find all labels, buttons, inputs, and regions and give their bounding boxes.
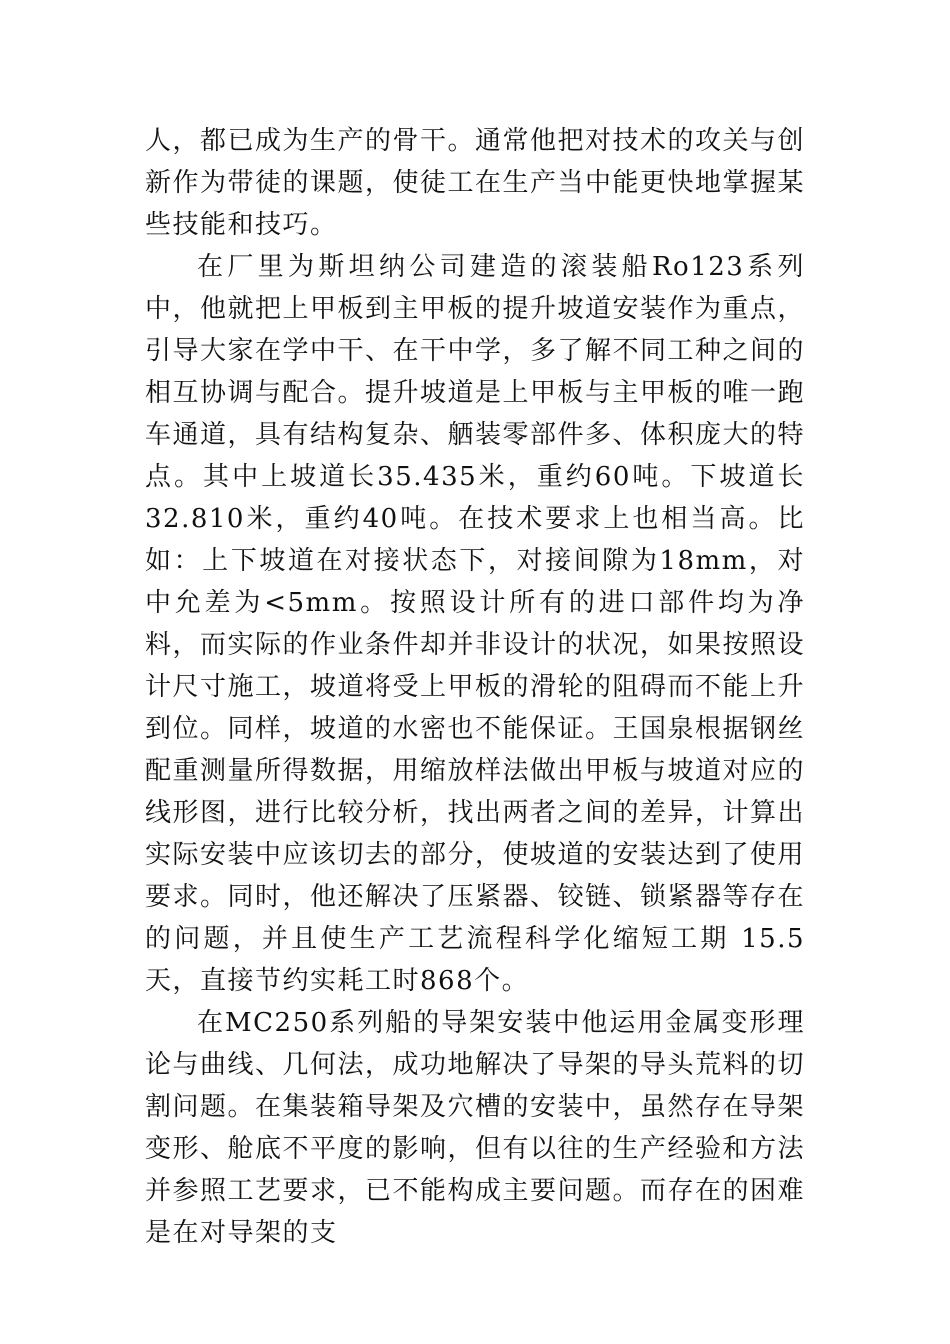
paragraph-3: 在MC250系列船的导架安装中他运用金属变形理论与曲线、几何法，成功地解决了导架的导头荒料的切割问题。在集装箱导架及穴槽的安装中，虽然存在导架变形、舱底不平度的影响，但有以往的生产经验和方法并参照工艺要求，已不能构成主要问题。而存在的困难是在对导架的支 (145, 1008, 806, 1248)
document-page (145, 120, 805, 1254)
paragraph-1: 人，都已成为生产的骨干。通常他把对技术的攻关与创新作为带徒的课题，使徒工在生产当中能更快地掌握某些技能和技巧。 (145, 126, 806, 240)
paragraph-2: 在厂里为斯坦纳公司建造的滚装船Ro123系列中，他就把上甲板到主甲板的提升坡道安装作为重点，引导大家在学中干、在干中学，多了解不同工种之间的相互协调与配合。提升坡道是上甲板与主甲板的唯一跑车通道，具有结构复杂、舾装零部件多、体积庞大的特点。其中上坡道长35.435米，重约60吨。下坡道长32.810米，重约40吨。在技术要求上也相当高。比如：上下坡道在对接状态下，对接间隙为18mm，对中允差为<5mm。按照设计所有的进口部件均为净料，而实际的作业条件却并非设计的状况，如果按照设计尺寸施工，坡道将受上甲板的滑轮的阻碍而不能上升到位。同样，坡道的水密也不能保证。王国泉根据钢丝配重测量所得数据，用缩放样法做出甲板与坡道对应的线形图，进行比较分析，找出两者之间的差异，计算出实际安装中应该切去的部分，使坡道的安装达到了使用要求。同时，他还解决了压紧器、铰链、锁紧器等存在的问题，并且使生产工艺流程科学化缩短工期 15.5 天，直接节约实耗工时868个。 (145, 252, 806, 996)
